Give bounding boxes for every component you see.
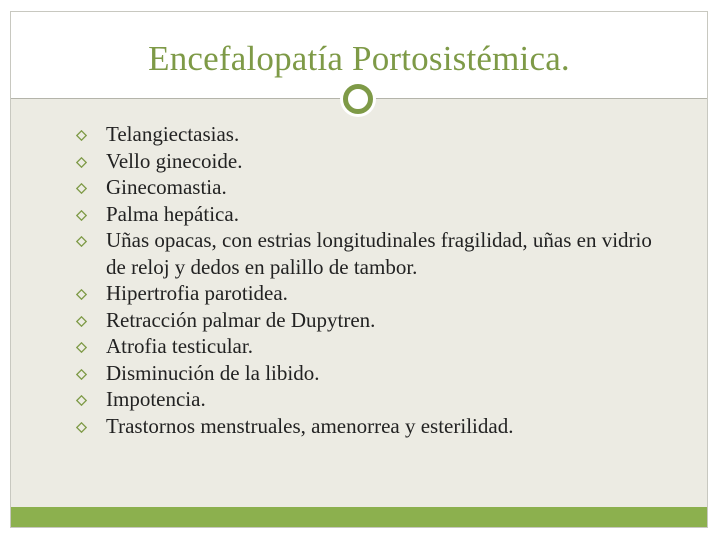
bullet-item [11, 227, 707, 280]
bullet-item [11, 174, 707, 201]
bullet-item [11, 307, 707, 334]
diamond-outline-icon [76, 157, 87, 168]
diamond-outline-icon [76, 236, 87, 247]
bullet-item [11, 386, 707, 413]
diamond-outline-icon [76, 342, 87, 353]
slide-frame [10, 11, 708, 528]
bullet-item [11, 201, 707, 228]
bullet-item [11, 413, 707, 440]
bullet-text: Disminución de la libido. [106, 360, 320, 385]
bullet-text: Hipertrofia parotidea. [106, 281, 288, 305]
bullet-text: Ginecomastia. [106, 175, 227, 199]
bullet-text: Uñas opacas, con estrias longitudinales fragilidad, uñas en vidrio de reloj y dedos en palillo de tambor. [106, 228, 652, 279]
diamond-outline-icon [76, 289, 87, 300]
bullet-item [11, 148, 707, 175]
bullet-item [11, 121, 707, 148]
diamond-outline-icon [76, 316, 87, 327]
slide-title: Encefalopatía Portosistémica. [148, 39, 570, 78]
diamond-outline-icon [76, 130, 87, 141]
diamond-outline-icon [76, 210, 87, 221]
bullet-text: Vello ginecoide. [106, 148, 243, 173]
diamond-outline-icon [76, 395, 87, 406]
bullet-text: Atrofia testicular. [106, 334, 253, 358]
bullet-item [11, 360, 707, 387]
bullet-text: Telangiectasias. [106, 122, 240, 146]
bullet-list [11, 121, 707, 439]
diamond-outline-icon [76, 369, 87, 380]
circle-ornament-icon [340, 81, 376, 117]
bullet-text: Palma hepática. [106, 201, 239, 226]
diamond-outline-icon [76, 183, 87, 194]
bullet-text: Impotencia. [106, 387, 206, 411]
bullet-item [11, 333, 707, 360]
bullet-text: Trastornos menstruales, amenorrea y esterilidad. [106, 413, 514, 438]
bottom-accent-bar [11, 507, 707, 527]
diamond-outline-icon [76, 422, 87, 433]
bullet-item [11, 280, 707, 307]
bullet-text: Retracción palmar de Dupytren. [106, 307, 376, 332]
